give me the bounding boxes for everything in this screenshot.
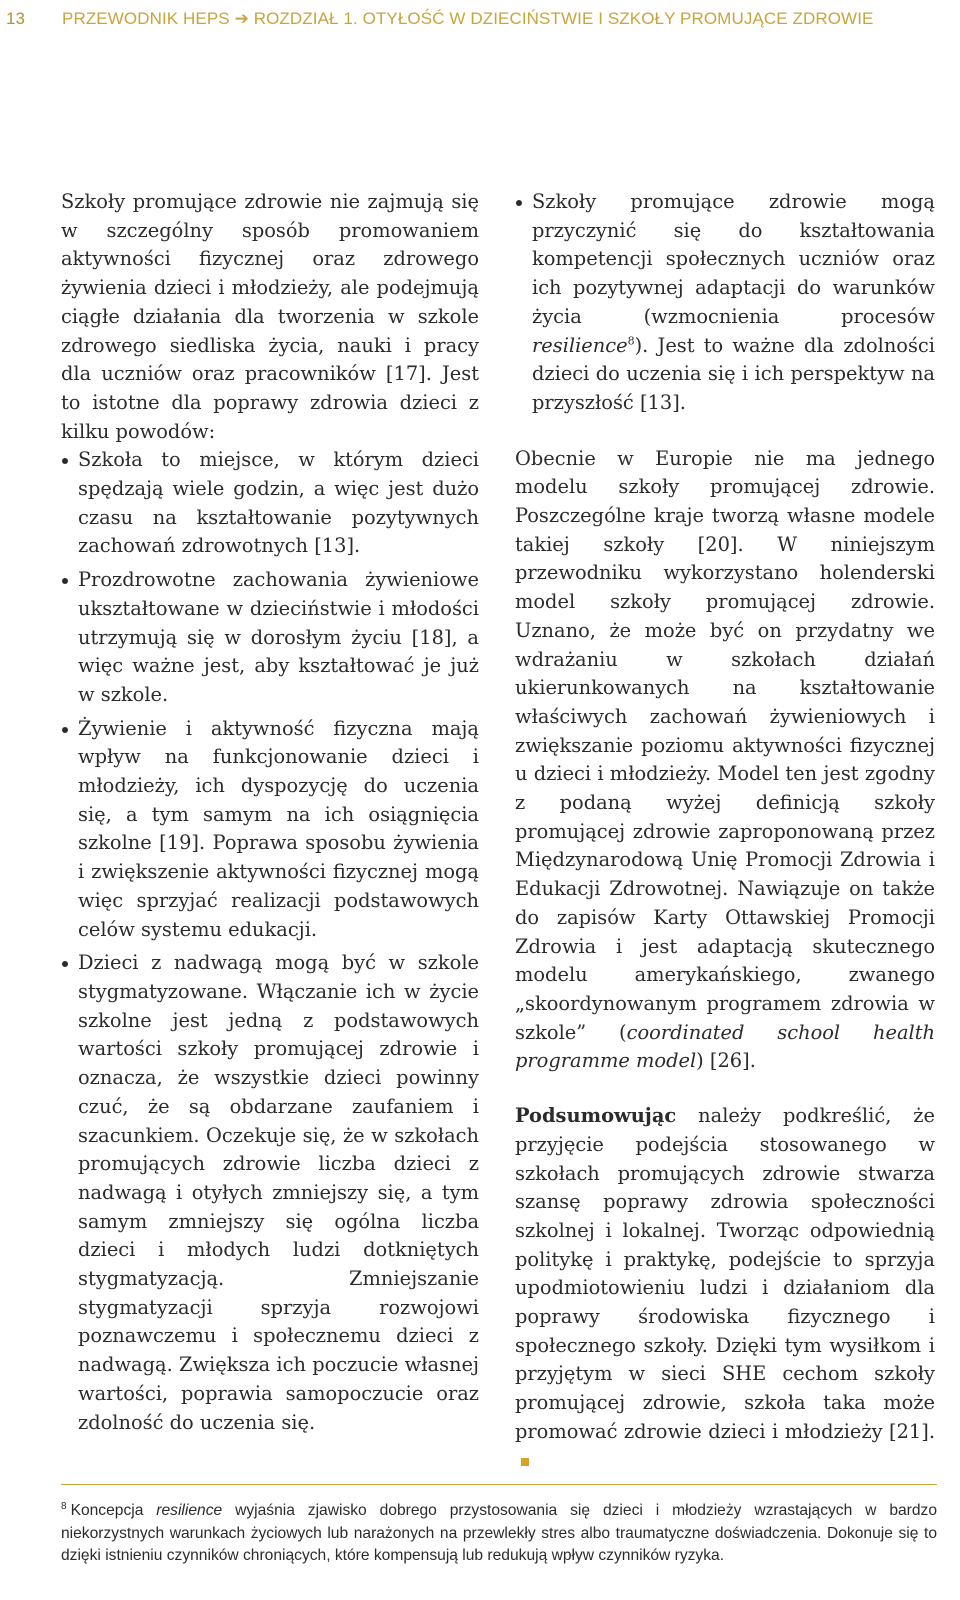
model-text: Obecnie w Europie nie ma jednego modelu szkoły promującej zdrowie. Poszczególne kraje tworzą własne modele takiej szkoły [20]. W niniejszym przewodniku wykorzystano holenderski model szkoły promującej zdrowie. Uznano, że może być on przydatny we wdrażaniu w szkołach działań ukierunkowanych na kształtowanie właściwych zachowań żywieniowych i zwiększanie poziomu aktywności fizycznej u dzieci i młodzieży. Model ten jest zgodny z podaną wyżej definicją szkoły promującej zdrowie zaproponowaną przez Międzynarodową Unię Promocji Zdrowia i Edukacji Zdrowotnej. Nawiązuje on także do zapisów Karty Ottawskiej Promocji Zdrowia i jest adaptacją skutecznego modelu amerykańskiego, zwanego „skoordynowanym programem zdrowia w szkole” ( <box>515 446 935 1044</box>
list-item: Prozdrowotne zachowania żywieniowe ukształtowane w dzieciństwie i młodości utrzymują się w dorosłym życiu [18], a więc ważne jest, aby kształtować je już w szkole. <box>61 566 479 710</box>
intro-paragraph: Szkoły promujące zdrowie nie zajmują się w szczególny sposób promowaniem aktywności fizycznej oraz zdrowego żywienia dzieci i młodzieży, ale podejmują ciągłe działania dla tworzenia w szkole zdrowego siedliska życia, nauki i pracy dla uczniów oraz pracowników [17]. Jest to istotne dla poprawy zdrowia dzieci z kilku powodów: <box>61 190 479 443</box>
model-citation: ) [26]. <box>696 1049 756 1073</box>
model-paragraph <box>515 445 935 1076</box>
page-header <box>0 0 960 40</box>
footnote-text-end: wyjaśnia zjawisko dobrego przystosowania się dzieci i młodzieży wzrastających w bardzo niekorzystnych warunkach życiowych lub narażonych na przewlekły stres albo traumatyczne doświadczenia. Dokonuje się to dzięki istnieniu czynników chroniących, które kompensują lub redukują wpływ czynników ryzyka. <box>61 1502 938 1564</box>
footnote-text-start: Koncepcja <box>70 1502 157 1519</box>
reasons-list <box>61 446 479 1437</box>
summary-paragraph <box>515 1102 935 1475</box>
page-number: 13 <box>6 9 25 28</box>
left-column <box>61 188 479 1442</box>
footnote <box>61 1500 937 1568</box>
summary-lead: Podsumowując <box>515 1104 677 1128</box>
footnote-marker: 8 <box>61 1500 67 1512</box>
list-item: Żywienie i aktywność fizyczna mają wpływ na funkcjonowanie dzieci i młodzieży, ich dyspozycję do uczenia się, a tym samym na ich osiągnięcia szkolne [19]. Poprawa sposobu żywienia i zwiększenie aktywności fizycznej mogą więc sprzyjać realizacji podstawowych celów systemu edukacji. <box>61 715 479 945</box>
resilience-term: resilience <box>532 333 628 357</box>
list-item: Dzieci z nadwagą mogą być w szkole stygmatyzowane. Włączanie ich w życie szkolne jest jedną z podstawowych wartości szkoły promującej zdrowie i oznacza, że wszystkie dzieci powinny czuć, że są obdarzane zaufaniem i szacunkiem. Oczekuje się, że w szkołach promujących zdrowie liczba dzieci z nadwagą i otyłych zmniejszy się, a tym samym zmniejszy się ogólna liczba dzieci i młodych ludzi dotkniętych stygmatyzacją. Zmniejszanie stygmatyzacji sprzyja rozwojowi poznawczemu i społecznemu dzieci z nadwagą. Zwiększa ich poczucie własnej wartości, poprawia samopoczucie oraz zdolność do uczenia się. <box>61 949 479 1437</box>
bullet-text-start: Szkoły promujące zdrowie mogą przyczynić się do kształtowania kompetencji społecznych uczniów oraz ich pozytywnej adaptacji do warunków życia (wzmocnienia procesów <box>532 190 935 328</box>
footnote-divider <box>61 1484 937 1485</box>
footnote-ref: 8 <box>627 334 635 348</box>
bullet-text-end: ). Jest to ważne dla zdolności dzieci do uczenia się i ich perspektyw na przyszłość [13]. <box>532 333 935 414</box>
competence-list <box>515 188 935 418</box>
list-item <box>515 188 935 418</box>
running-head: PRZEWODNIK HEPS ➔ ROZDZIAŁ 1. OTYŁOŚĆ W DZIECIŃSTWIE I SZKOŁY PROMUJĄCE ZDROWIE <box>62 9 874 28</box>
right-column <box>515 188 935 1475</box>
model-term: coordinated school health programme model <box>515 1020 935 1073</box>
end-of-section-mark <box>521 1458 529 1466</box>
summary-text: należy podkreślić, że przyjęcie podejścia stosowanego w szkołach promujących zdrowie stwarza szansę poprawy zdrowia społeczności szkolnej i lokalnej. Tworząc odpowiednią politykę i praktykę, podejście to sprzyja upodmiotowieniu ludzi i działaniom dla poprawy środowiska fizycznego i społecznego szkoły. Dzięki tym wysiłkom i przyjętym w sieci SHE cechom szkoły promującej zdrowie, szkoła taka może promować zdrowie dzieci i młodzieży [21]. <box>515 1104 935 1443</box>
list-item: Szkoła to miejsce, w którym dzieci spędzają wiele godzin, a więc jest dużo czasu na kształtowanie pozytywnych zachowań zdrowotnych [13]. <box>61 446 479 561</box>
footnote-term: resilience <box>156 1502 223 1519</box>
